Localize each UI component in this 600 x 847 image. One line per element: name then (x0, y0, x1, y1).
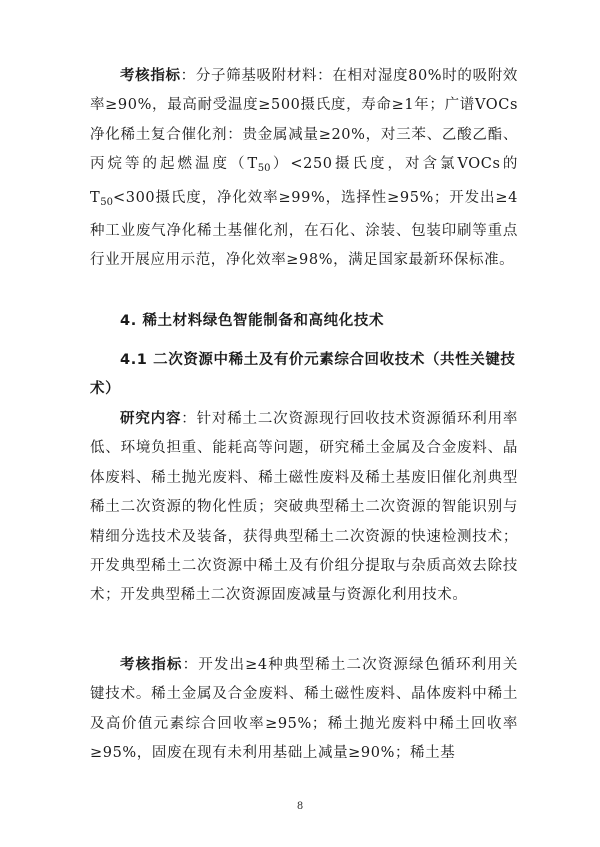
assessment-text-part1: 分子筛基吸附材料：在相对湿度80%时的吸附效率≥90%，最高耐受温度≥500摄氏度，寿命≥1年；广谱VOCs净化稀土复合催化剂：贵金属减量≥20%，对三苯、乙酸乙酯、丙烷等的起燃温度（T (90, 68, 518, 173)
assessment-lead: 考核指标 (120, 68, 181, 84)
subscript-50: 50 (257, 163, 271, 175)
assessment-colon-2: ： (182, 657, 199, 673)
assessment-text-part2: ）<250摄氏度，对含氯VOCs的T (90, 156, 519, 206)
assessment-paragraph (90, 62, 518, 276)
research-content-paragraph (90, 405, 518, 611)
assessment-text-part3: <300摄氏度，净化效率≥99%，选择性≥95%；开发出≥4种工业废气净化稀土基催化剂，在石化、涂装、包装印刷等重点行业开展应用示范，净化效率≥98%，满足国家最新环保标准。 (90, 189, 518, 269)
section-heading-4-1: 4.1 二次资源中稀土及有价元素综合回收技术（共性关键技术） (90, 352, 516, 398)
section-heading-4: 4. 稀土材料绿色智能制备和高纯化技术 (120, 313, 385, 329)
assessment-colon: ： (180, 68, 196, 84)
assessment-text-2: 开发出≥4种典型稀土二次资源绿色循环利用关键技术。稀土金属及合金废料、稀土磁性废料、晶体废料中稀土及高价值元素综合回收率≥95%；稀土抛光废料中稀土回收率≥95%，固废在现有未利用基础上减量≥90%；稀土基 (90, 657, 518, 762)
research-content-lead: 研究内容 (120, 411, 182, 427)
research-content-text: 针对稀土二次资源现行回收技术资源循环利用率低、环境负担重、能耗高等问题，研究稀土金属及合金废料、晶体废料、稀土抛光废料、稀土磁性废料及稀土基废旧催化剂典型稀土二次资源的物化性质；突破典型稀土二次资源的智能识别与精细分选技术及装备，获得典型稀土二次资源的快速检测技术；开发典型稀土二次资源中稀土及有价组分提取与杂质高效去除技术；开发典型稀土二次资源固废减量与资源化利用技术。 (90, 411, 518, 604)
assessment-paragraph-2 (90, 651, 518, 769)
assessment-lead-2: 考核指标 (120, 657, 183, 673)
subscript-50: 50 (100, 196, 114, 208)
research-content-colon: ： (181, 411, 197, 427)
page-number: 8 (296, 801, 304, 812)
